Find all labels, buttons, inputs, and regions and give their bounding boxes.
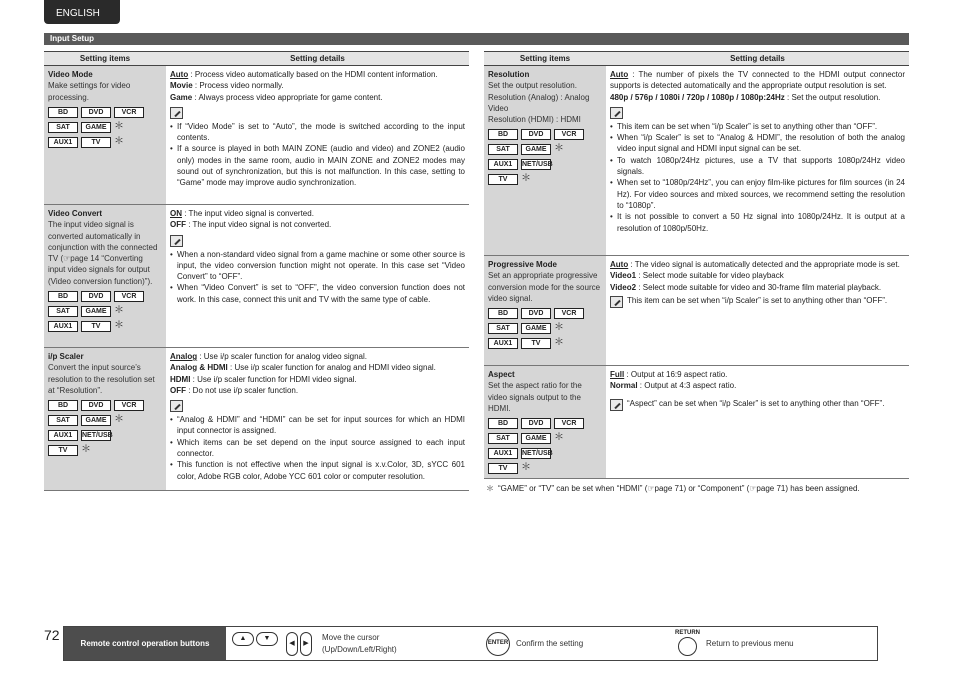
footnote xyxy=(486,483,909,494)
note-pencil-icon xyxy=(610,399,623,411)
item-cell xyxy=(44,66,166,204)
item-name: Aspect xyxy=(488,370,515,379)
note-pencil-icon xyxy=(610,296,623,308)
item-description: Convert the input source’s resolution to the resolution set at “Resolution”. xyxy=(48,363,155,395)
source-grid xyxy=(488,308,602,349)
note-bullet: • To watch 1080p/24Hz pictures, use a TV that supports 1080p/24Hz video signals. xyxy=(610,155,905,178)
option-text: : The input video signal is not converted. xyxy=(186,220,332,230)
note-pencil-icon xyxy=(170,235,183,247)
source-bd: BD xyxy=(48,400,78,411)
section-title: Input Setup xyxy=(44,33,909,45)
item-cell xyxy=(484,66,606,255)
asterisk-mark: ＊ xyxy=(114,305,124,317)
note-bullet: • When “Video Convert” is set to “OFF”, the video conversion function does not work. In this case, connect this unit and TV with the same type of cable. xyxy=(170,282,465,305)
item-description: Make settings for video processing. xyxy=(48,81,131,102)
source-bd: BD xyxy=(48,291,78,302)
source-vcr: VCR xyxy=(114,291,144,302)
return-label: RETURN xyxy=(675,629,700,636)
footnote-text: “GAME” or “TV” can be set when “HDMI” (☞page 71) or “Component” (☞page 71) has been assigned. xyxy=(498,484,860,493)
source-grid xyxy=(48,291,162,332)
item-name: i/p Scaler xyxy=(48,352,84,361)
source-game: GAME xyxy=(81,122,111,133)
source-grid xyxy=(488,129,602,185)
table-row xyxy=(484,66,909,256)
right-arrow-icon: ▶ xyxy=(300,632,312,656)
source-game: GAME xyxy=(521,433,551,444)
detail-cell xyxy=(166,205,469,347)
item-description: Resolution (Analog) : Analog Video xyxy=(488,92,590,113)
option-text: : The number of pixels the TV connected to the HDMI output connector supports is detected automatically and the appropriate output resolution is set. xyxy=(610,70,905,91)
source-game: GAME xyxy=(81,306,111,317)
source-sat: SAT xyxy=(48,306,78,317)
source-aux1: AUX1 xyxy=(488,448,518,459)
item-cell xyxy=(44,348,166,490)
option-text: : Process video automatically based on the HDMI content information. xyxy=(188,70,438,79)
return-description: Return to previous menu xyxy=(706,638,794,648)
option-text: : Always process video appropriate for game content. xyxy=(192,92,383,102)
enter-description: Confirm the setting xyxy=(516,638,584,648)
source-grid xyxy=(48,400,162,456)
option-key: OFF xyxy=(170,385,186,395)
table-row xyxy=(44,205,469,348)
header-setting-details: Setting details xyxy=(730,54,785,63)
cursor-description: Move the cursor (Up/Down/Left/Right) xyxy=(322,632,397,654)
source-aux1: AUX1 xyxy=(48,430,78,441)
source-tv: TV xyxy=(81,137,111,148)
option-key: HDMI xyxy=(170,374,191,384)
language-tab: ENGLISH xyxy=(44,0,120,24)
note-bullet: • This item can be set when “i/p Scaler” is set to anything other than “OFF”. xyxy=(610,121,905,132)
item-description: Set an appropriate progressive conversion mode for the source video signal. xyxy=(488,271,601,303)
asterisk-mark: ＊ xyxy=(521,173,531,185)
source-sat: SAT xyxy=(48,122,78,133)
source-netusb: NET/USB xyxy=(522,161,553,169)
source-vcr: VCR xyxy=(554,418,584,429)
up-arrow-icon: ▲ xyxy=(232,632,254,646)
source-tv: TV xyxy=(521,338,551,349)
source-game: GAME xyxy=(81,415,111,426)
detail-cell xyxy=(606,66,909,255)
asterisk-mark: ＊ xyxy=(114,120,124,132)
source-bd: BD xyxy=(48,107,78,118)
source-vcr: VCR xyxy=(114,107,144,118)
detail-cell xyxy=(166,66,469,204)
option-text: : Process video normally. xyxy=(192,81,284,91)
option-text: : Use i/p scaler function for analog video signal. xyxy=(197,352,367,361)
source-sat: SAT xyxy=(488,433,518,444)
option-text: : The input video signal is converted. xyxy=(182,209,314,218)
table-row xyxy=(44,66,469,205)
source-aux1: AUX1 xyxy=(488,159,518,170)
note-bullet: • When “i/p Scaler” is set to “Analog & HDMI”, the resolution of both the analog video input signal and HDMI input signal can be set. xyxy=(610,132,905,155)
asterisk-mark: ＊ xyxy=(554,322,564,334)
source-dvd: DVD xyxy=(81,291,111,302)
detail-cell xyxy=(166,348,469,490)
page-number: 72 xyxy=(44,627,60,643)
option-key: Game xyxy=(170,92,193,102)
note-bullet: • When a non-standard video signal from a game machine or some other source is input, the video conversion function might not operate. In this case set “Video Convert” to “OFF”. xyxy=(170,249,465,283)
item-description: Set the output resolution. xyxy=(488,81,577,91)
item-cell xyxy=(44,205,166,347)
item-name: Video Convert xyxy=(48,209,103,218)
item-cell xyxy=(484,366,606,478)
item-description: Resolution (HDMI) : HDMI xyxy=(488,115,581,125)
source-sat: SAT xyxy=(488,323,518,334)
source-dvd: DVD xyxy=(81,107,111,118)
detail-cell xyxy=(606,366,909,478)
source-sat: SAT xyxy=(48,415,78,426)
option-text: : Output at 16:9 aspect ratio. xyxy=(624,370,728,379)
item-description: Set the aspect ratio for the video signals output to the HDMI. xyxy=(488,381,582,413)
note-bullet: • It is not possible to convert a 50 Hz signal into 1080p/24Hz. It is output at a resolution of 1080p/50Hz. xyxy=(610,211,905,234)
source-game: GAME xyxy=(521,144,551,155)
option-key: 480p / 576p / 1080i / 720p / 1080p / 1080p:24Hz xyxy=(610,92,785,102)
asterisk-mark: ＊ xyxy=(554,337,564,349)
source-aux1: AUX1 xyxy=(488,338,518,349)
source-grid xyxy=(488,418,602,474)
source-aux1: AUX1 xyxy=(48,137,78,148)
enter-button-icon: ENTER xyxy=(486,632,510,656)
item-description: The input video signal is converted automatically in conjunction with the connected TV (☞page 14 “Converting input video signals for output (Video conversion function)”). xyxy=(48,220,158,286)
option-key: Analog xyxy=(170,352,198,361)
note-bullet: • “Analog & HDMI” and “HDMI” can be set for input sources for which an HDMI input connector is assigned. xyxy=(170,414,465,437)
remote-control-guide xyxy=(63,626,878,661)
option-key: Auto xyxy=(610,70,629,79)
option-text: : Use i/p scaler function for HDMI video signal. xyxy=(190,374,357,384)
item-name: Resolution xyxy=(488,70,530,79)
source-vcr: VCR xyxy=(554,129,584,140)
option-text: : Select mode suitable for video and 30-frame film material playback. xyxy=(636,282,882,292)
note-bullet: • If “Video Mode” is set to “Auto”, the mode is switched according to the input contents. xyxy=(170,121,465,144)
source-dvd: DVD xyxy=(81,400,111,411)
source-sat: SAT xyxy=(488,144,518,155)
asterisk-mark: ＊ xyxy=(486,484,494,493)
option-key: OFF xyxy=(170,220,186,230)
option-key: ON xyxy=(170,209,182,218)
return-button-icon xyxy=(675,629,700,657)
detail-cell xyxy=(606,256,909,365)
header-setting-items: Setting items xyxy=(79,54,131,63)
source-dvd: DVD xyxy=(521,308,551,319)
source-game: GAME xyxy=(521,323,551,334)
note-bullet: • This function is not effective when the input signal is x.v.Color, 3D, sYCC 601 color, Adobe RGB color, Adobe YCC 601 color or computer resolution. xyxy=(170,459,465,482)
asterisk-mark: ＊ xyxy=(554,143,564,155)
asterisk-mark: ＊ xyxy=(114,135,124,147)
item-name: Progressive Mode xyxy=(488,260,557,269)
option-key: Normal xyxy=(610,381,638,391)
table-row xyxy=(484,366,909,479)
source-tv: TV xyxy=(81,321,111,332)
option-text: : Use i/p scaler function for analog and HDMI video signal. xyxy=(227,363,436,373)
source-netusb: NET/USB xyxy=(522,450,553,458)
source-tv: TV xyxy=(488,463,518,474)
asterisk-mark: ＊ xyxy=(81,444,91,456)
option-key: Auto xyxy=(610,260,629,269)
down-arrow-icon: ▼ xyxy=(256,632,278,646)
asterisk-mark: ＊ xyxy=(114,320,124,332)
option-key: Video2 xyxy=(610,282,637,292)
option-text: : Do not use i/p scaler function. xyxy=(186,385,299,395)
source-tv: TV xyxy=(48,445,78,456)
table-header xyxy=(44,52,469,66)
item-cell xyxy=(484,256,606,365)
note-pencil-icon xyxy=(610,107,623,119)
note-pencil-icon xyxy=(170,400,183,412)
source-vcr: VCR xyxy=(114,400,144,411)
source-dvd: DVD xyxy=(521,129,551,140)
note-pencil-icon xyxy=(170,107,183,119)
source-vcr: VCR xyxy=(554,308,584,319)
asterisk-mark: ＊ xyxy=(114,414,124,426)
source-bd: BD xyxy=(488,129,518,140)
table-header xyxy=(484,52,909,66)
option-key: Full xyxy=(610,370,625,379)
option-key: Video1 xyxy=(610,271,637,281)
source-bd: BD xyxy=(488,308,518,319)
note-text: This item can be set when “i/p Scaler” is set to anything other than “OFF”. xyxy=(627,295,888,305)
option-text: : Output at 4:3 aspect ratio. xyxy=(637,381,737,391)
source-bd: BD xyxy=(488,418,518,429)
asterisk-mark: ＊ xyxy=(554,432,564,444)
source-grid xyxy=(48,107,162,148)
table-row xyxy=(484,256,909,366)
note-bullet: • When set to “1080p/24Hz”, you can enjoy film-like pictures for film sources (in 24 Hz). For video sources and mixed sources, we recommend setting the resolution to “1080p”. xyxy=(610,177,905,211)
note-bullet: • Which items can be set depend on the input source assigned to each input connector. xyxy=(170,437,465,460)
header-setting-items: Setting items xyxy=(519,54,571,63)
table-row xyxy=(44,348,469,491)
source-aux1: AUX1 xyxy=(48,321,78,332)
note-text: “Aspect” can be set when “i/p Scaler” is set to anything other than “OFF”. xyxy=(627,398,885,408)
source-dvd: DVD xyxy=(521,418,551,429)
option-key: Analog & HDMI xyxy=(170,363,228,373)
note-bullet: • If a source is played in both MAIN ZONE (audio and video) and ZONE2 (audio only) modes in the same room, audio in MAIN ZONE and ZONE2 modes may sound out of synchronization, but this is not malfunction. In this case, setting to “Game” mode may improve audio synchronization. xyxy=(170,143,465,188)
option-text: : Set the output resolution. xyxy=(784,92,881,102)
option-key: Auto xyxy=(170,70,189,79)
option-text: : The video signal is automatically detected and the appropriate mode is set. xyxy=(628,260,900,269)
settings-table-right xyxy=(484,51,909,479)
return-circle-icon xyxy=(678,637,697,656)
left-arrow-icon: ◀ xyxy=(286,632,298,656)
settings-table-left xyxy=(44,51,469,491)
cursor-buttons xyxy=(232,632,312,656)
option-text: : Select mode suitable for video playback xyxy=(636,271,784,281)
option-key: Movie xyxy=(170,81,193,91)
header-setting-details: Setting details xyxy=(290,54,345,63)
source-netusb: NET/USB xyxy=(82,432,113,440)
asterisk-mark: ＊ xyxy=(521,462,531,474)
remote-control-label: Remote control operation buttons xyxy=(64,627,226,660)
source-tv: TV xyxy=(488,174,518,185)
item-name: Video Mode xyxy=(48,70,93,79)
